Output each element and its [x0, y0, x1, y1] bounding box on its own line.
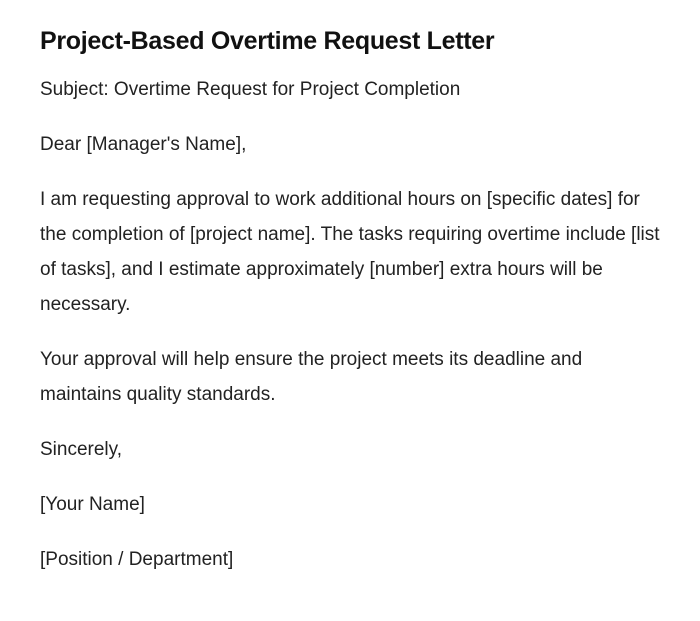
body-paragraph-1: I am requesting approval to work additional hours on [specific dates] for the completion of [project name]. The tasks requiring overtime include [list of tasks], and I estimate approximately [number] extra hours will be necessary.	[40, 189, 660, 315]
signature-position: [Position / Department]	[40, 549, 234, 570]
subject-line: Subject: Overtime Request for Project Completion	[40, 79, 461, 100]
body-paragraph-2: Your approval will help ensure the project meets its deadline and maintains quality standards.	[40, 349, 583, 405]
signature-name: [Your Name]	[40, 494, 145, 515]
greeting: Dear [Manager's Name],	[40, 134, 247, 155]
closing: Sincerely,	[40, 439, 123, 460]
page-title: Project-Based Overtime Request Letter	[40, 27, 495, 55]
